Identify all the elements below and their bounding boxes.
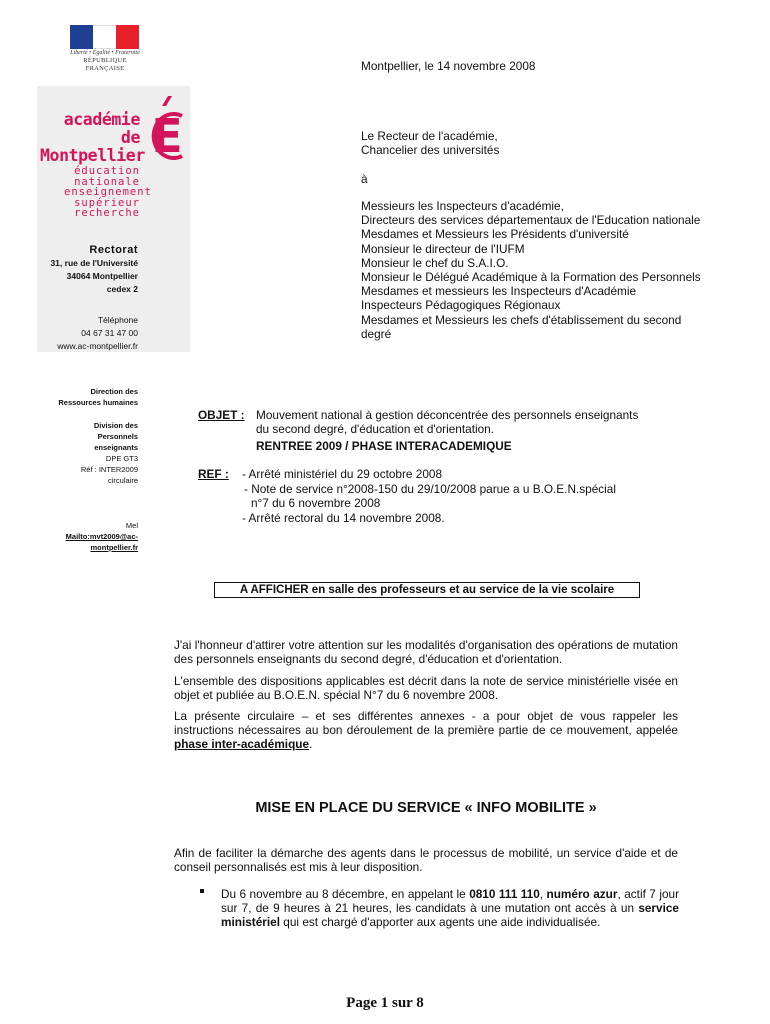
objet-label: OBJET :	[198, 408, 245, 422]
section-title: MISE EN PLACE DU SERVICE « INFO MOBILITE »	[255, 800, 597, 816]
republic-block	[68, 50, 142, 73]
mailto-link-line2[interactable]: montpellier.fr	[90, 543, 138, 552]
recipient-item: Monsieur le directeur de l'IUFM	[361, 241, 525, 256]
recipient-item: Monsieur le chef du S.A.I.O.	[361, 255, 509, 270]
rectorat-contact	[20, 314, 138, 353]
numero-azur: numéro azur	[546, 887, 618, 901]
page-number: Page 1 sur 8	[346, 995, 424, 1011]
recipient-item: Mesdames et messieurs les Inspecteurs d'Académie	[361, 284, 637, 299]
objet-line2: du second degré, d'éducation et d'orientation.	[256, 422, 494, 436]
direction-line1: Direction des	[90, 387, 138, 396]
sender-line2: Chancelier des universités	[361, 143, 500, 157]
recipient-item: Mesdames et Messieurs les chefs d'établissement du second	[361, 312, 682, 327]
motto: Liberté • Égalité • Fraternité	[70, 50, 140, 56]
body-paragraph-3-text: La présente circulaire – et ses différentes annexes - a pour objet de vous rappeler les instructions nécessaires au bon déroulement de la première partie de ce mouvement, appelée	[174, 709, 678, 738]
division-line3: enseignants	[94, 443, 138, 452]
phone-label: Téléphone	[97, 315, 138, 325]
direction-block	[28, 386, 138, 408]
ref-line1: - Arrêté ministériel du 29 octobre 2008	[242, 467, 442, 481]
objet-line1: Mouvement national à gestion déconcentrée des personnels enseignants	[256, 408, 639, 422]
mail-block	[28, 520, 138, 553]
ref-line3: n°7 du 6 novembre 2008	[251, 496, 381, 510]
place-date: Montpellier, le 14 novembre 2008	[361, 59, 536, 73]
posting-notice-box: A AFFICHER en salle des professeurs et au service de la vie scolaire	[214, 582, 640, 598]
phase-inter-academique-emphasis: phase inter-académique	[174, 737, 310, 752]
address-cedex: cedex 2	[106, 284, 138, 294]
address-city: 34064 Montpellier	[66, 271, 138, 281]
document-type: circulaire	[107, 476, 138, 485]
svg-text:E: E	[151, 109, 183, 163]
direction-line2: Ressources humaines	[58, 398, 138, 407]
ref-label: REF :	[198, 467, 229, 481]
sender-line1: Le Recteur de l'académie,	[361, 129, 498, 143]
recipient-item: Directeurs des services départementaux de l'Education nationale	[361, 213, 701, 228]
dpe-reference: DPE GT3	[105, 454, 138, 463]
recipient-item: Monsieur le Délégué Académique à la Formation des Personnels	[361, 270, 701, 285]
recipients-list	[361, 199, 701, 341]
republic-name: RÉPUBLIQUE FRANÇAISE	[83, 57, 127, 72]
address-street: 31, rue de l'Université	[50, 258, 138, 268]
mailto-link-line1[interactable]: Mailto:mvt2009@ac-	[65, 532, 138, 541]
body-paragraph-1: J'ai l'honneur d'attirer votre attention sur les modalités d'organisation des opérations de mutation des personnels enseignants du second degré, d'éducation et d'orientation.	[174, 638, 678, 667]
phone-number-azur: 0810 111 110	[469, 887, 540, 901]
objet-line3: RENTREE 2009 / PHASE INTERACADEMIQUE	[256, 439, 512, 453]
mel-label: Mel	[125, 521, 138, 530]
body-paragraph-3: La présente circulaire – et ses différentes annexes - a pour objet de vous rappeler les instructions nécessaires au bon déroulement de la première partie de ce mouvement, appelée phase inter-académique.	[174, 709, 678, 752]
recipient-item: degré	[361, 326, 392, 341]
bullet-text: Du 6 novembre au 8 décembre, en appelant le 0810 111 110, numéro azur, actif 7 jour sur 7, de 9 heures à 21 heures, les candidats à une mutation ont accès à un service ministériel qui est chargé d'apporter aux agents une aide individualisée.	[221, 887, 679, 930]
phone-number: 04 67 31 47 00	[81, 328, 138, 338]
section-intro: Afin de faciliter la démarche des agents dans le processus de mobilité, un service d'aide et de conseil personnalisés est mis à leur disposition.	[174, 846, 678, 875]
recipient-item: Messieurs les Inspecteurs d'académie,	[361, 199, 564, 213]
division-line1: Division des	[93, 421, 138, 430]
ref-line2: - Note de service n°2008-150 du 29/10/2008 parue a u B.O.E.N.spécial	[244, 482, 616, 496]
internal-reference: Réf : INTER2009	[80, 465, 138, 474]
recipient-item: Mesdames et Messieurs les Présidents d'université	[361, 227, 629, 242]
ref-line4: - Arrêté rectoral du 14 novembre 2008.	[242, 511, 445, 525]
academie-logo-text: académie de Montpellier	[40, 110, 145, 165]
bullet-icon	[200, 889, 204, 893]
body-paragraph-2: L'ensemble des dispositions applicables est décrit dans la note de service ministérielle visée en objet et publiée au B.O.E.N. spécial N°7 du 6 novembre 2008.	[174, 674, 678, 703]
academie-e-logo-icon	[142, 94, 192, 166]
recipient-item: Inspecteurs Pédagogiques Régionaux	[361, 298, 561, 313]
french-flag-logo	[70, 25, 139, 49]
addressee-preposition: à	[361, 172, 368, 186]
academie-logo-subtitle: éducation nationale enseignement supérieur recherche	[64, 165, 152, 219]
division-line2: Personnels	[97, 432, 138, 441]
division-block	[28, 420, 138, 486]
website-link[interactable]: www.ac-montpellier.fr	[57, 341, 138, 351]
rectorat-title: Rectorat	[89, 244, 138, 256]
rectorat-address	[30, 244, 138, 296]
service-ministeriel: service ministériel	[221, 901, 679, 930]
